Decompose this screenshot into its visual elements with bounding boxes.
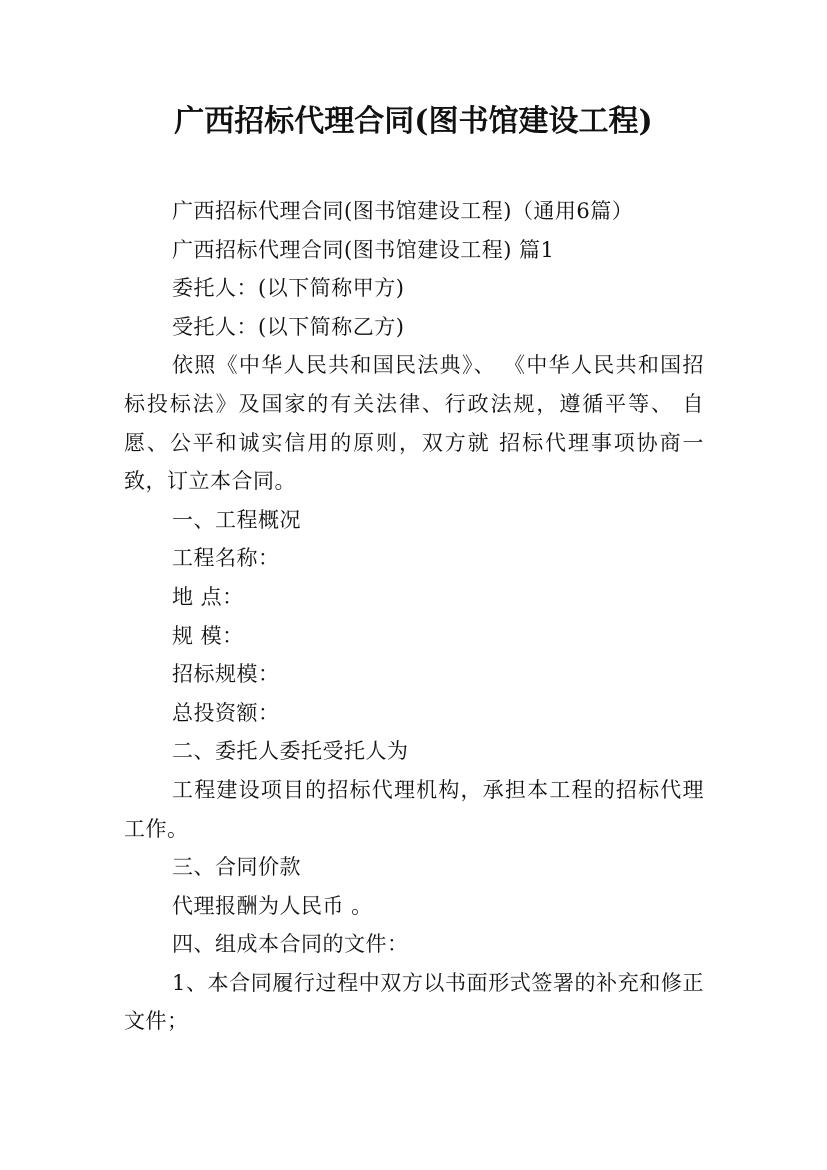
- paragraph-agency-scope: 工程建设项目的招标代理机构，承担本工程的招标代理工作。: [124, 777, 704, 841]
- paragraph-subtitle: 广西招标代理合同(图书馆建设工程)（通用6篇）: [172, 199, 634, 223]
- paragraph-section-heading: 广西招标代理合同(图书馆建设工程) 篇1: [172, 237, 555, 262]
- paragraph-project-name: 工程名称：: [172, 546, 280, 571]
- paragraph-principal: 委托人：(以下简称甲方): [172, 276, 405, 301]
- paragraph-total-investment: 总投资额：: [172, 700, 280, 725]
- paragraph-heading-1: 一、工程概况: [172, 507, 301, 532]
- paragraph-heading-4: 四、组成本合同的文件：: [172, 932, 409, 957]
- paragraph-agent: 受托人：(以下简称乙方): [172, 314, 405, 339]
- paragraph-scale: 规 模：: [172, 623, 244, 648]
- paragraph-basis: 依照《中华人民共和国民法典》、 《中华人民共和国招标投标法》及国家的有关法律、行政法规，遵循平等、 自愿、公平和诚实信用的原则，双方就 招标代理事项协商一致，订立本合同。: [124, 353, 704, 494]
- paragraph-location: 地 点：: [172, 584, 244, 609]
- paragraph-heading-2: 二、委托人委托受托人为: [172, 739, 409, 764]
- document-title: 广西招标代理合同(图书馆建设工程): [174, 104, 653, 139]
- paragraph-tender-scale: 招标规模：: [172, 662, 280, 687]
- paragraph-item-1: 1、本合同履行过程中双方以书面形式签署的补充和修正文件；: [124, 970, 704, 1034]
- paragraph-remuneration: 代理报酬为人民币 。: [172, 893, 373, 918]
- paragraph-heading-3: 三、合同价款: [172, 855, 301, 880]
- document-body: [124, 192, 704, 1041]
